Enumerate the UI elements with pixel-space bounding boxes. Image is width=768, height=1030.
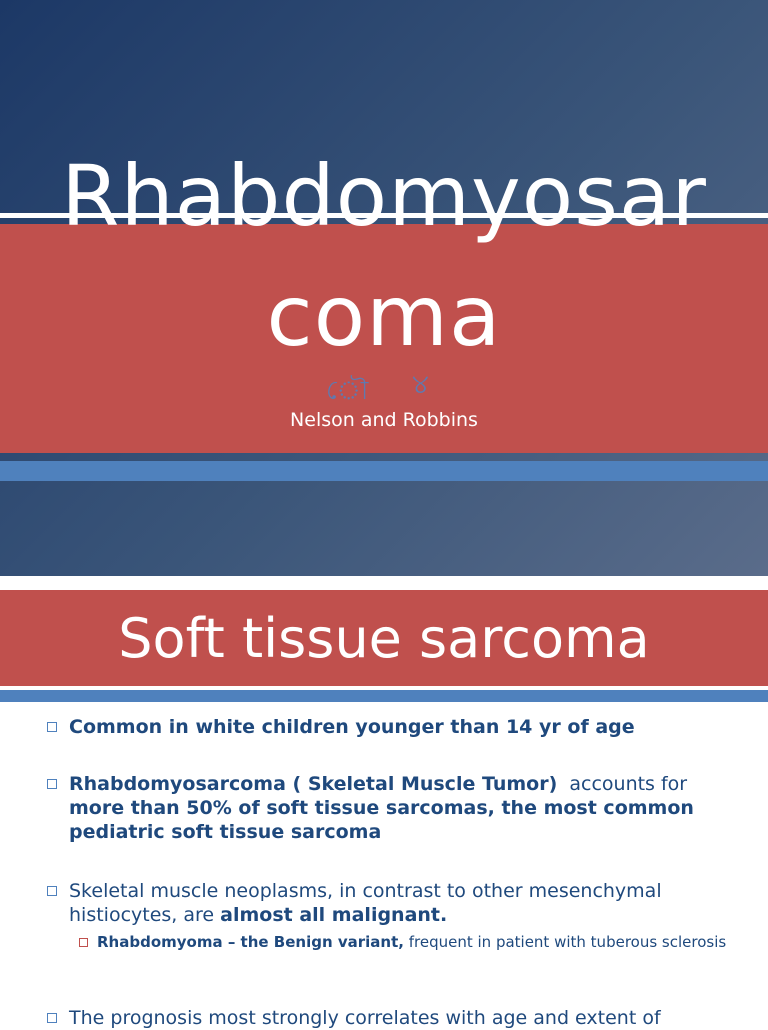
ornament-left-icon: ৌ: [326, 376, 369, 406]
content-slide: [0, 576, 768, 1029]
sub-bullet-item: Rhabdomyoma – the Benign variant, frequent in patient with tuberous sclerosis: [97, 932, 727, 952]
bullet-item: Common in white children younger than 14 yr of age: [69, 715, 729, 739]
slide-heading: Soft tissue sarcoma: [118, 607, 650, 670]
ornament-right-icon: ୪: [412, 370, 429, 400]
bullet-item: Rhabdomyosarcoma ( Skeletal Muscle Tumor) accounts for more than 50% of soft tissue sarcomas, the most common pediatric soft tissue sarcoma: [69, 772, 729, 844]
square-bullet-icon: [47, 722, 57, 732]
square-sub-bullet-icon: [79, 938, 88, 947]
slide-title: Rhabdomyosar coma: [61, 147, 707, 365]
accent-band: [0, 461, 768, 481]
slide-subtitle: Nelson and Robbins: [290, 409, 478, 431]
square-bullet-icon: [47, 779, 57, 789]
bullet-item: Skeletal muscle neoplasms, in contrast to other mesenchymal histiocytes, are almost all malignant.: [69, 879, 729, 927]
heading-accent-band: [0, 690, 768, 702]
square-bullet-icon: [47, 886, 57, 896]
square-bullet-icon: [47, 1013, 57, 1023]
bullet-item: The prognosis most strongly correlates with age and extent of: [69, 1006, 729, 1030]
